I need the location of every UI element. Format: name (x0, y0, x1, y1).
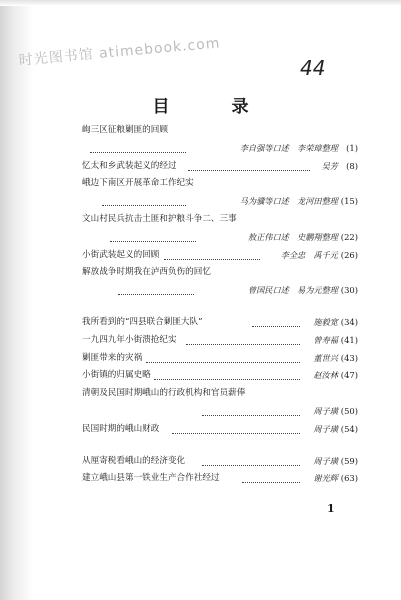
toc-entry-title: 从厘寄税看峨山的经济变化 (82, 455, 186, 466)
scan-top-shadow (0, 0, 401, 6)
toc-entry-page: (43) (340, 352, 358, 363)
toc-entry (82, 352, 358, 365)
toc-entry-title: 小街武装起义的回顾 (82, 249, 160, 260)
toc-leader-dots (202, 402, 300, 416)
toc-entry-author: 赵汝林 (313, 370, 338, 381)
toc-entry-author: 谢光辉 (313, 473, 338, 484)
toc-entry-title: 文山村民兵抗击土匪和护粮斗争二、三事 (82, 213, 237, 224)
toc-entry-page: (22) (340, 231, 358, 242)
toc-entry-author: 董世兴 (313, 352, 338, 363)
toc-entry-author: 施毅宽 (313, 316, 338, 327)
toc-leader-dots (146, 349, 300, 363)
toc-leader-dots (188, 157, 310, 171)
toc-leader-dots (154, 366, 300, 380)
toc-entry-author: 曾国民口述 易为元整理 (247, 285, 338, 296)
toc-entry-page: (34) (340, 316, 358, 327)
table-of-contents (82, 124, 358, 490)
toc-entry-author: 吴芳 (321, 160, 338, 171)
toc-entry-page: (30) (340, 285, 358, 296)
toc-entry-author: 周子璜 (313, 405, 338, 416)
watermark: 时光图书馆 atimebook.com (18, 35, 222, 69)
toc-leader-dots (202, 452, 300, 466)
toc-entry (82, 266, 358, 279)
toc-leader-dots (102, 192, 186, 206)
toc-entry (82, 387, 358, 400)
toc-entry-title: 小街镇的归属史略 (82, 370, 151, 381)
toc-entry (82, 472, 358, 485)
toc-entry-title: 清朝及民国时期峨山的行政机构和官员薪俸 (82, 388, 246, 399)
group-separator (82, 302, 358, 316)
toc-entry (82, 124, 358, 137)
toc-entry-page: (59) (340, 455, 358, 466)
toc-entry-author: 李全忠 禹千元 (280, 249, 338, 260)
toc-leader-dots (164, 246, 260, 260)
toc-entry-title: 一九四九年小街溃抢纪实 (82, 334, 177, 345)
toc-entry-title: 建立峨山县第一铁业生产合作社经过 (82, 473, 220, 484)
toc-entry-title: 我所看到的“四县联合剿匪大队” (82, 316, 203, 327)
toc-entry-title: 剿匪带来的灾祸 (82, 352, 143, 363)
toc-entry-page: (47) (340, 370, 358, 381)
toc-entry (82, 455, 358, 468)
toc-entry (82, 316, 358, 329)
toc-entry-page: (63) (340, 473, 358, 484)
scan-edge-shadow (0, 0, 34, 600)
toc-entry (82, 284, 358, 297)
toc-entry-title: 岣三区征粮剿匪的回顾 (82, 125, 168, 135)
toc-entry-page: (15) (340, 196, 358, 207)
toc-entry (82, 213, 358, 226)
toc-entry-author: 周子璜 (313, 455, 338, 466)
toc-entry-page: (41) (340, 334, 358, 345)
toc-entry-page: (1) (346, 142, 358, 153)
toc-leader-dots (242, 469, 300, 483)
toc-entry (82, 423, 358, 436)
toc-entry (82, 334, 358, 347)
toc-entry (82, 142, 358, 155)
toc-leader-dots (118, 281, 194, 295)
toc-entry-author: 曾寿福 (313, 334, 338, 345)
toc-entry (82, 231, 358, 244)
toc-entry-title: 解放战争时期我在泸西负伤的回忆 (82, 267, 211, 278)
toc-entry-title: 峨边下南区开展革命工作纪实 (82, 178, 194, 189)
toc-leader-dots (186, 331, 300, 345)
toc-entry-page: (54) (340, 423, 358, 434)
page-title: 目 录 (152, 97, 277, 117)
toc-entry-author: 马为骥等口述 龙河田整理 (239, 196, 338, 207)
toc-entry-author: 李自强等口述 李荣璋整理 (239, 142, 338, 153)
handwritten-number: 44 (300, 56, 326, 80)
toc-entry (82, 405, 358, 418)
toc-leader-dots (90, 139, 186, 153)
toc-leader-dots (252, 313, 300, 327)
toc-entry-author: 敖正伟口述 史鹏翔整理 (247, 231, 338, 242)
toc-leader-dots (110, 228, 196, 242)
toc-entry-page: (8) (346, 160, 358, 171)
toc-entry (82, 195, 358, 208)
toc-entry-author: 周子璜 (313, 423, 338, 434)
toc-entry-title: 忆太和乡武装起义的经过 (82, 160, 177, 171)
toc-entry (82, 160, 358, 173)
toc-leader-dots (172, 420, 300, 434)
toc-entry (82, 249, 358, 262)
toc-entry-title: 民国时期的峨山财政 (82, 423, 160, 434)
toc-entry (82, 369, 358, 382)
toc-entry-page: (26) (340, 249, 358, 260)
page-number: 1 (327, 502, 335, 515)
toc-entry (82, 177, 358, 190)
toc-entry-page: (50) (340, 405, 358, 416)
